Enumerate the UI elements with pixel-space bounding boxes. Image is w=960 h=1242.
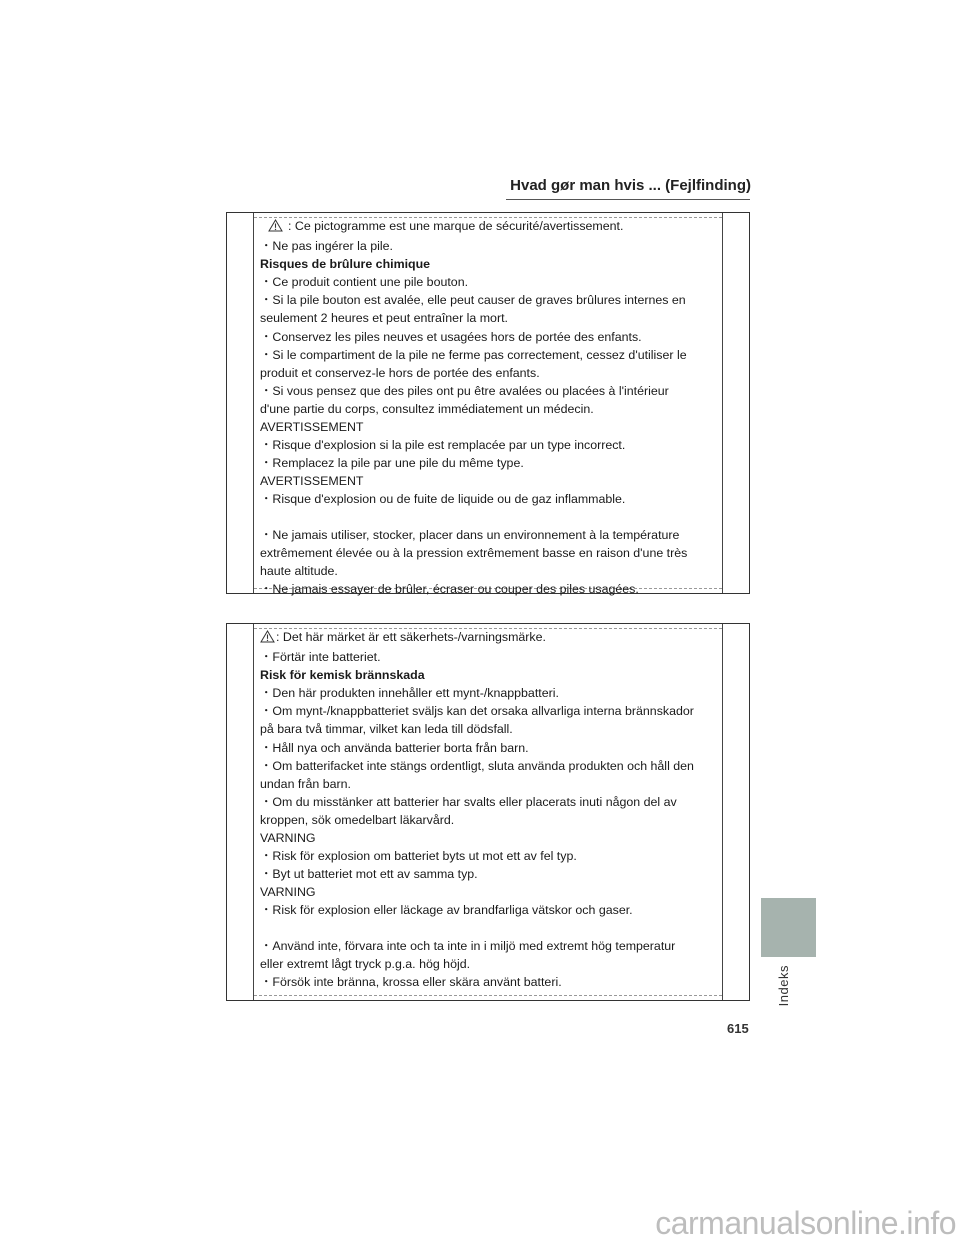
text-line: ・Försök inte bränna, krossa eller skära använt batteri. <box>260 974 562 989</box>
warning-heading: AVERTISSEMENT <box>260 420 364 435</box>
text-line: eller extremt lågt tryck p.g.a. hög höjd. <box>260 956 471 971</box>
index-side-tab[interactable] <box>761 898 816 957</box>
text-line: ・Si vous pensez que des piles ont pu être avalées ou placées à l'intérieur <box>260 383 669 398</box>
text-line: ・Om batterifacket inte stängs ordentligt, sluta använda produkten och håll den <box>260 758 694 773</box>
text-line: undan från barn. <box>260 776 351 791</box>
warning-triangle-icon <box>268 219 283 237</box>
subheading: Risk för kemisk brännskada <box>260 668 425 683</box>
text-line: ・Använd inte, förvara inte och ta inte in i miljö med extremt hög temperatur <box>260 938 676 953</box>
warning-heading: AVERTISSEMENT <box>260 474 364 489</box>
subheading: Risques de brûlure chimique <box>260 257 431 272</box>
text-line: ・Si le compartiment de la pile ne ferme pas correctement, cessez d'utiliser le <box>260 347 687 362</box>
text-line: produit et conservez-le hors de portée des enfants. <box>260 365 540 380</box>
text-line: ・Byt ut batteriet mot ett av samma typ. <box>260 867 478 882</box>
warning-heading: VARNING <box>260 831 316 846</box>
warning-heading: VARNING <box>260 885 316 900</box>
text-line: på bara två timmar, vilket kan leda till dödsfall. <box>260 722 513 737</box>
text-line: kroppen, sök omedelbart läkarvård. <box>260 812 455 827</box>
swedish-warning-box <box>226 623 750 1001</box>
warning-triangle-icon <box>260 630 275 648</box>
text-line: ・Den här produkten innehåller ett mynt-/knappbatteri. <box>260 686 559 701</box>
pictogram-note: : Ce pictogramme est une marque de sécurité/avertissement. <box>288 219 624 233</box>
text-line: ・Om mynt-/knappbatteriet sväljs kan det orsaka allvarliga interna brännskador <box>260 704 694 719</box>
text-line: ・Risk för explosion om batteriet byts ut mot ett av fel typ. <box>260 849 577 864</box>
text-line: ・Om du misstänker att batterier har svalts eller placerats inuti någon del av <box>260 794 677 809</box>
swedish-warning-text <box>260 628 717 991</box>
text-line: ・Håll nya och använda batterier borta från barn. <box>260 740 529 755</box>
text-line: ・Ne jamais utiliser, stocker, placer dans un environnement à la température <box>260 527 680 542</box>
text-line: ・Risque d'explosion si la pile est remplacée par un type incorrect. <box>260 438 626 453</box>
pictogram-note: : Det här märket är ett säkerhets-/varningsmärke. <box>276 630 546 644</box>
text-line: ・Risque d'explosion ou de fuite de liquide ou de gaz inflammable. <box>260 492 626 507</box>
text-line: ・Ne pas ingérer la pile. <box>260 239 393 254</box>
header-rule <box>506 199 750 200</box>
text-line: ・Conservez les piles neuves et usagées hors de portée des enfants. <box>260 329 642 344</box>
french-warning-box <box>226 212 750 594</box>
text-line: d'une partie du corps, consultez immédiatement un médecin. <box>260 401 594 416</box>
page-number: 615 <box>727 1021 749 1036</box>
text-line: ・Risk för explosion eller läckage av brandfarliga vätskor och gaser. <box>260 903 633 918</box>
index-side-label: Indeks <box>776 965 791 1007</box>
section-title: Hvad gør man hvis ... (Fejlfinding) <box>510 177 751 194</box>
french-warning-text <box>260 217 717 598</box>
text-line: ・Ce produit contient une pile bouton. <box>260 275 469 290</box>
text-line: ・Si la pile bouton est avalée, elle peut causer de graves brûlures internes en <box>260 293 686 308</box>
text-line: ・Ne jamais essayer de brûler, écraser ou couper des piles usagées. <box>260 581 639 596</box>
text-line: ・Förtär inte batteriet. <box>260 650 381 665</box>
text-line: seulement 2 heures et peut entraîner la mort. <box>260 311 508 326</box>
text-line: ・Remplacez la pile par une pile du même type. <box>260 456 524 471</box>
watermark: carmanualsonline.info <box>655 1205 956 1241</box>
text-line: haute altitude. <box>260 563 338 578</box>
text-line: extrêmement élevée ou à la pression extrêmement basse en raison d'une très <box>260 545 688 560</box>
